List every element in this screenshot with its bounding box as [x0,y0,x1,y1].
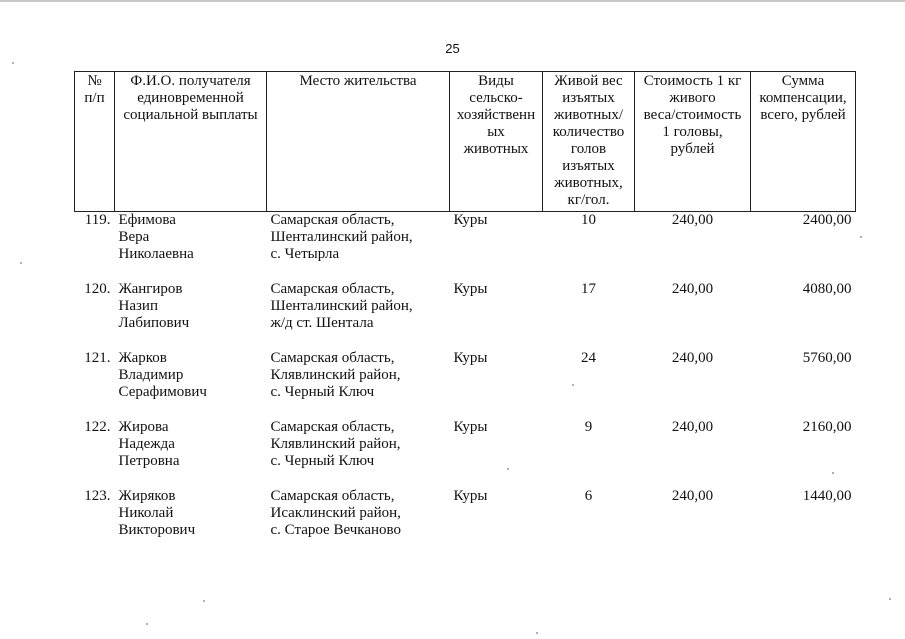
recipient-name [115,419,267,488]
scan-speck [832,472,834,474]
header-kind-line: хозяйственн [456,107,536,123]
header-weight-line: кг/гол. [567,192,610,208]
first-name: Надежда [118,436,175,452]
live-weight: 10 [581,212,596,228]
header-weight-line: животных/ [553,107,623,123]
header-weight-line: изъятых [562,158,615,174]
header-place [267,72,450,212]
live-weight: 9 [584,419,593,435]
animal-kind: Куры [453,350,488,366]
region: Самарская область, [270,419,395,435]
surname: Жангиров [118,281,183,297]
first-name: Николай [118,505,174,521]
header-place-line: Место жительства [299,73,417,89]
header-kind-line: сельско- [469,90,523,106]
animal-kind: Куры [453,419,488,435]
row-number: 121. [84,350,111,366]
patronymic: Викторович [118,522,196,538]
header-weight-line: Живой вес [554,73,623,89]
patronymic: Серафимович [118,384,207,400]
settlement: с. Черный Ключ [270,384,375,400]
animal-kind: Куры [453,281,488,297]
scan-speck [536,632,538,634]
compensation-table [74,71,856,557]
first-name: Назип [118,298,158,314]
header-price [635,72,751,212]
scan-speck [20,262,22,264]
region: Самарская область, [270,281,395,297]
table-row [75,488,856,557]
live-weight: 17 [581,281,596,297]
compensation-total: 4080,00 [802,281,852,297]
patronymic: Петровна [118,453,180,469]
header-num-line: п/п [84,90,105,106]
district: Шенталинский район, [270,298,413,314]
compensation-total: 1440,00 [802,488,852,504]
header-kind [450,72,543,212]
residence [267,212,450,282]
settlement: ж/д ст. Шентала [270,315,374,331]
residence [267,281,450,350]
district: Шенталинский район, [270,229,413,245]
table-row [75,281,856,350]
row-number: 123. [84,488,111,504]
live-weight: 6 [584,488,593,504]
recipient-name [115,350,267,419]
page-top-edge [0,0,905,2]
surname: Жирова [118,419,169,435]
header-kind-line: Виды [478,73,514,89]
header-total [751,72,856,212]
residence [267,350,450,419]
residence [267,419,450,488]
region: Самарская область, [270,212,395,228]
scan-speck [203,600,205,602]
header-price-line: 1 головы, [662,124,723,140]
header-name [115,72,267,212]
compensation-total: 2160,00 [802,419,852,435]
compensation-total: 5760,00 [802,350,852,366]
surname: Жарков [118,350,167,366]
first-name: Вера [118,229,150,245]
header-weight-line: количество [552,124,625,140]
header-name-line: Ф.И.О. получателя [130,73,251,89]
price-per-kg: 240,00 [671,350,714,366]
settlement: с. Черный Ключ [270,453,375,469]
scan-speck [889,598,891,600]
price-per-kg: 240,00 [671,488,714,504]
region: Самарская область, [270,488,395,504]
compensation-total: 2400,00 [802,212,852,228]
scan-speck [860,236,862,238]
price-per-kg: 240,00 [671,212,714,228]
table-row [75,212,856,282]
header-weight [543,72,635,212]
table-row [75,419,856,488]
header-price-line: Стоимость 1 кг [643,73,742,89]
patronymic: Николаевна [118,246,194,262]
surname: Ефимова [118,212,176,228]
recipient-name [115,281,267,350]
settlement: с. Четырла [270,246,340,262]
scan-speck [507,468,509,470]
district: Исаклинский район, [270,505,401,521]
header-name-line: социальной выплаты [123,107,258,123]
header-kind-line: животных [463,141,529,157]
header-name-line: единовременной [137,90,244,106]
table-header-row [75,72,856,212]
header-price-line: живого [669,90,716,106]
scan-speck [146,623,148,625]
settlement: с. Старое Вечканово [270,522,402,538]
header-total-line: всего, рублей [760,107,846,123]
animal-kind: Куры [453,212,488,228]
scan-speck [572,384,574,386]
row-number: 122. [84,419,111,435]
page-number: 25 [445,41,460,56]
price-per-kg: 240,00 [671,419,714,435]
header-weight-line: изъятых [562,90,615,106]
header-price-line: веса/стоимость [643,107,742,123]
recipient-name [115,212,267,282]
price-per-kg: 240,00 [671,281,714,297]
animal-kind: Куры [453,488,488,504]
district: Клявлинский район, [270,367,401,383]
scan-speck [12,62,14,64]
first-name: Владимир [118,367,184,383]
header-num-line: № [87,73,102,89]
header-total-line: компенсации, [759,90,847,106]
surname: Жиряков [118,488,176,504]
patronymic: Лабипович [118,315,190,331]
residence [267,488,450,557]
header-weight-line: голов [570,141,607,157]
live-weight: 24 [581,350,596,366]
header-total-line: Сумма [781,73,825,89]
header-kind-line: ых [487,124,505,140]
row-number: 119. [84,212,111,228]
header-weight-line: животных, [554,175,623,191]
header-num [75,72,115,212]
table-row [75,350,856,419]
header-price-line: рублей [670,141,715,157]
row-number: 120. [84,281,111,297]
district: Клявлинский район, [270,436,401,452]
recipient-name [115,488,267,557]
region: Самарская область, [270,350,395,366]
